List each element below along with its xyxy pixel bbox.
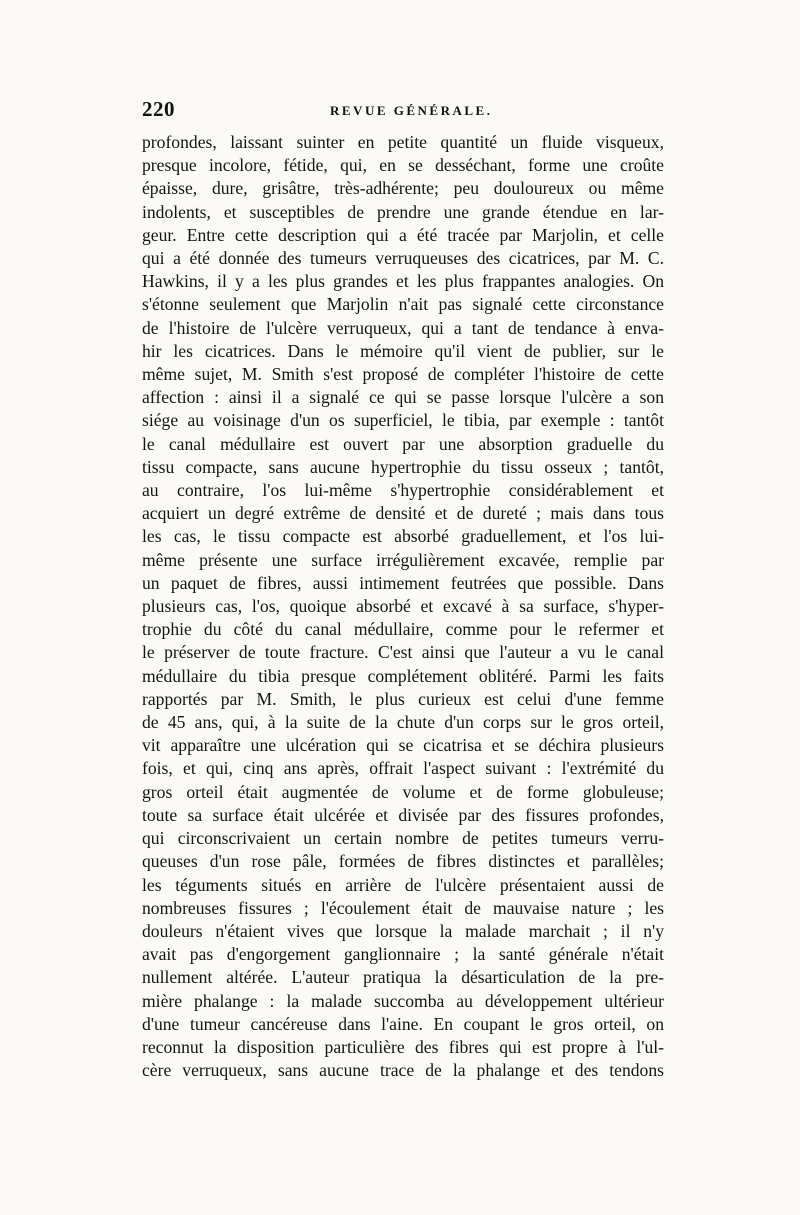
text-line: médullaire du tibia presque complétement oblitéré. Parmi les faits (142, 665, 664, 686)
text-line: qui a été donnée des tumeurs verruqueuses des cicatrices, par M. C. (142, 248, 664, 269)
text-line: presque incolore, fétide, qui, en se desséchant, forme une croûte (142, 155, 664, 176)
text-line: gros orteil était augmentée de volume et de forme globuleuse; (142, 781, 664, 802)
text-line: indolents, et susceptibles de prendre une grande étendue en lar- (142, 201, 664, 222)
text-line: cère verruqueux, sans aucune trace de la phalange et des tendons (142, 1060, 664, 1081)
text-line: profondes, laissant suinter en petite quantité un fluide visqueux, (142, 132, 664, 152)
text-line: de l'histoire de l'ulcère verruqueux, qui a tant de tendance à enva- (142, 317, 664, 338)
text-line: le préserver de toute fracture. C'est ainsi que l'auteur a vu le canal (142, 642, 664, 663)
text-line: affection : ainsi il a signalé ce qui se passe lorsque l'ulcère a son (142, 387, 664, 408)
text-line: toute sa surface était ulcérée et divisée par des fissures profondes, (142, 804, 664, 825)
text-line: plusieurs cas, l'os, quoique absorbé et excavé à sa surface, s'hyper- (142, 596, 664, 617)
text-line: au contraire, l'os lui-même s'hypertrophie considérablement et (142, 480, 664, 501)
text-line: reconnut la disposition particulière des fibres qui est propre à l'ul- (142, 1036, 664, 1057)
text-line: fois, et qui, cinq ans après, offrait l'aspect suivant : l'extrémité du (142, 758, 664, 779)
text-line: les téguments situés en arrière de l'ulcère présentaient aussi de (142, 874, 664, 895)
text-line: hir les cicatrices. Dans le mémoire qu'il vient de publier, sur le (142, 340, 664, 361)
page-number: 220 (142, 97, 175, 121)
page-header (142, 97, 664, 127)
text-line: douleurs n'étaient vives que lorsque la malade marchait ; il n'y (142, 920, 664, 941)
text-line: d'une tumeur cancéreuse dans l'aine. En coupant le gros orteil, on (142, 1013, 664, 1034)
text-line: les cas, le tissu compacte est absorbé graduellement, et l'os lui- (142, 526, 664, 547)
text-line: épaisse, dure, grisâtre, très-adhérente; peu douloureux ou même (142, 178, 664, 199)
text-line: queuses d'un rose pâle, formées de fibres distinctes et parallèles; (142, 851, 664, 872)
body-paragraph (142, 131, 664, 1082)
text-line: vit apparaître une ulcération qui se cicatrisa et se déchira plusieurs (142, 735, 664, 756)
text-line: même sujet, M. Smith s'est proposé de compléter l'histoire de cette (142, 364, 664, 385)
text-line: même présente une surface irrégulièrement excavée, remplie par (142, 549, 664, 570)
running-title: REVUE GÉNÉRALE. (330, 103, 493, 118)
text-line: geur. Entre cette description qui a été tracée par Marjolin, et celle (142, 224, 664, 245)
text-line: acquiert un degré extrême de densité et de dureté ; mais dans tous (142, 503, 664, 524)
text-line: de 45 ans, qui, à la suite de la chute d'un corps sur le gros orteil, (142, 712, 664, 733)
text-line: Hawkins, il y a les plus grandes et les plus frappantes analogies. On (142, 271, 664, 292)
text-line: nullement altérée. L'auteur pratiqua la désarticulation de la pre- (142, 967, 664, 988)
text-line: rapportés par M. Smith, le plus curieux est celui d'une femme (142, 688, 664, 709)
text-line: avait pas d'engorgement ganglionnaire ; la santé générale n'était (142, 944, 664, 965)
text-line: mière phalange : la malade succomba au développement ultérieur (142, 990, 664, 1011)
text-line: un paquet de fibres, aussi intimement feutrées que possible. Dans (142, 572, 664, 593)
text-line: s'étonne seulement que Marjolin n'ait pas signalé cette circonstance (142, 294, 664, 315)
text-line: trophie du côté du canal médullaire, comme pour le refermer et (142, 619, 664, 640)
text-line: siége au voisinage d'un os superficiel, le tibia, par exemple : tantôt (142, 410, 664, 431)
text-line: nombreuses fissures ; l'écoulement était de mauvaise nature ; les (142, 897, 664, 918)
text-line: qui circonscrivaient un certain nombre de petites tumeurs verru- (142, 828, 664, 849)
text-line: tissu compacte, sans aucune hypertrophie du tissu osseux ; tantôt, (142, 456, 664, 477)
text-line: le canal médullaire est ouvert par une absorption graduelle du (142, 433, 664, 454)
